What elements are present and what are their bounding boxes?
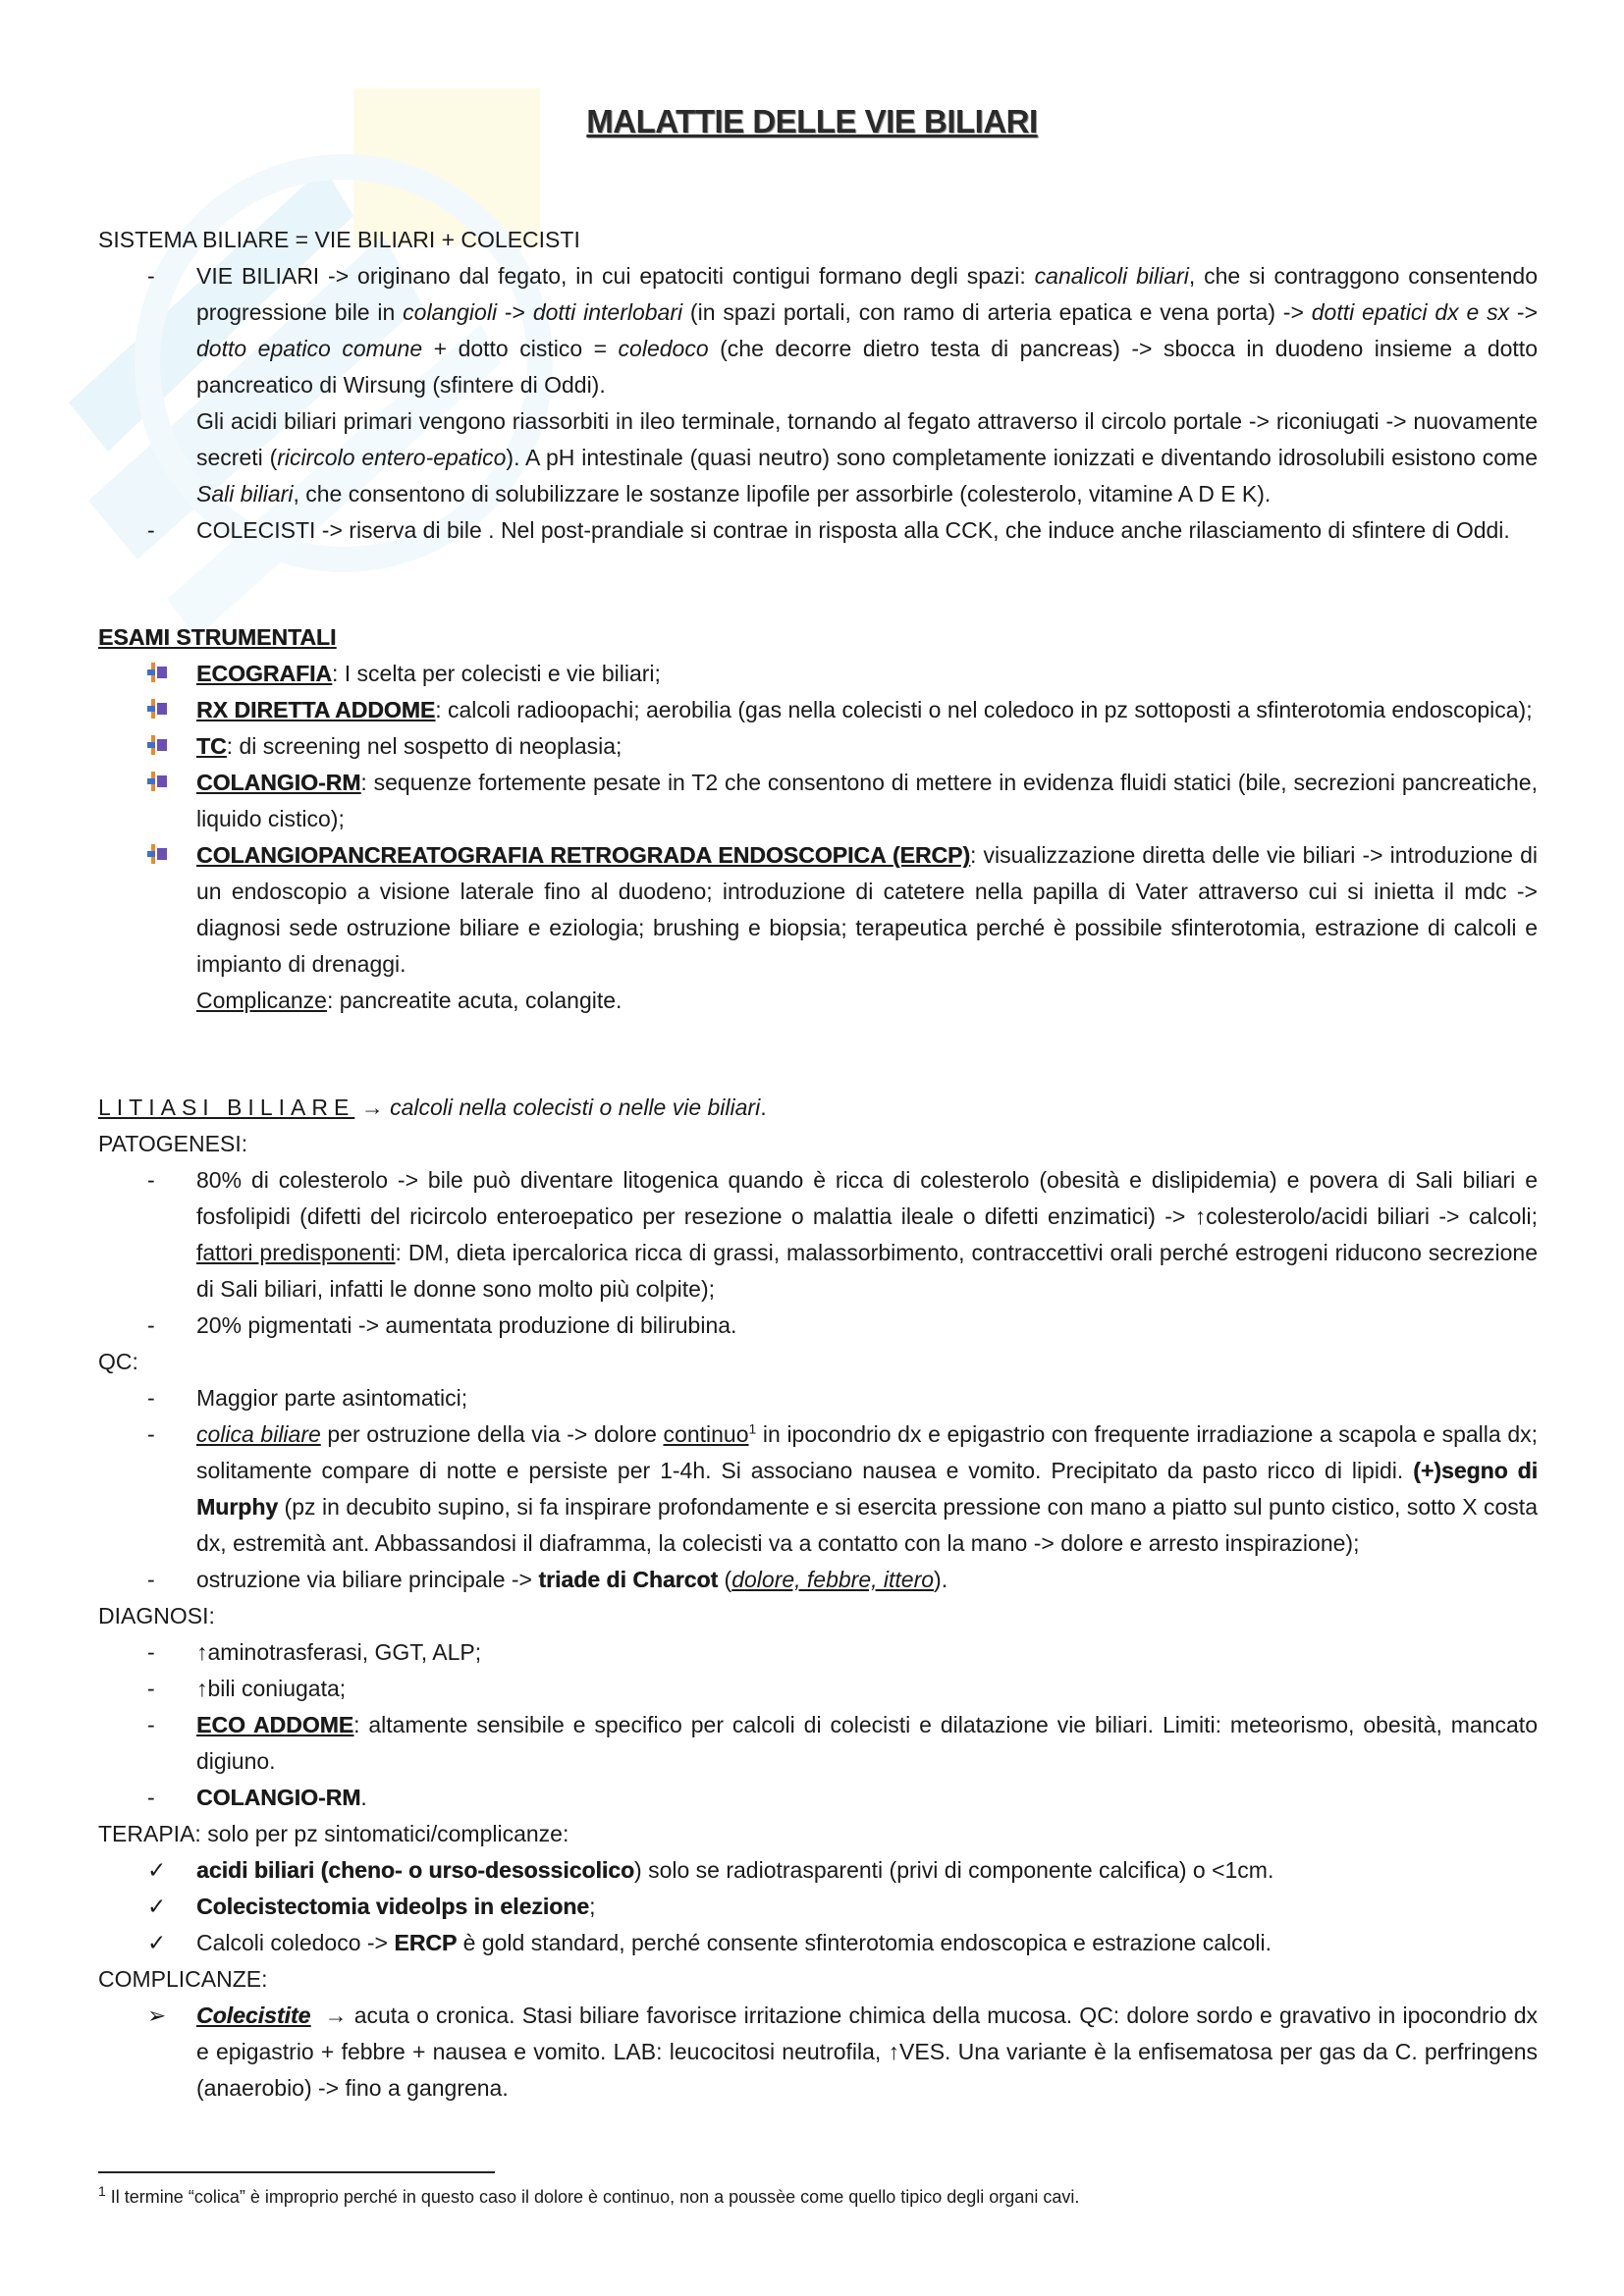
list-item xyxy=(98,1998,1538,2107)
list-item xyxy=(98,1780,1538,1816)
text-span: colangioli xyxy=(403,299,498,325)
text-span: : sequenze fortemente pesate in T2 che consentono di mettere in evidenza fluidi statici (bile, secrezioni pancreatiche, liquido cistico); xyxy=(196,770,1538,831)
arrow-icon: → xyxy=(324,2002,348,2028)
text-span: (in spazi portali, con ramo di arteria epatica e vena porta) -> xyxy=(682,299,1312,325)
sistema-heading: SISTEMA BILIARE = VIE BILIARI + COLECISTI xyxy=(98,227,580,252)
list-item xyxy=(98,1889,1538,1925)
list-item xyxy=(98,728,1538,765)
arrowhead-bullet-icon: ➢ xyxy=(147,2002,167,2028)
paragraph xyxy=(98,403,1538,512)
text-span: canalicoli biliari xyxy=(1034,263,1189,289)
dash-bullet: - xyxy=(147,1385,155,1411)
list-item xyxy=(98,1852,1538,1889)
list-item xyxy=(98,1308,1538,1344)
text-span: (pz in decubito supino, si fa inspirare profondamente e si esercita pressione con mano a piatto sul punto cistico, sotto X costa dx, estremità ant. Abbassandosi il diaframma, la colecisti va a contatto con la mano -> dolore e arresto inspirazione); xyxy=(196,1494,1538,1556)
list-item xyxy=(98,1925,1538,1961)
section-label: COMPLICANZE: xyxy=(98,1966,268,1992)
text-span: COLECISTI -> riserva di bile . Nel post-prandiale si contrae in risposta alla CCK, che induce anche rilasciamento di sfintere di Oddi. xyxy=(196,517,1510,543)
arrow-icon: → xyxy=(360,1095,384,1120)
text-span: -> xyxy=(497,299,533,325)
list-item xyxy=(98,656,1538,692)
litiasi-heading-line xyxy=(98,1090,1538,1126)
text-span: Colecistite xyxy=(196,2002,311,2028)
footnote-text: Il termine “colica” è improprio perché in questo caso il dolore è continuo, non a poussèe come quello tipico degli organi cavi. xyxy=(105,2187,1080,2207)
text-span: COLANGIOPANCREATOGRAFIA RETROGRADA ENDOSCOPICA (ERCP) xyxy=(196,842,971,868)
dash-bullet: - xyxy=(147,1785,155,1810)
section-label: TERAPIA: solo per pz sintomatici/complicanze: xyxy=(98,1821,569,1846)
arrow-bullet-icon xyxy=(147,692,187,728)
paragraph xyxy=(98,983,1538,1019)
text-span: + dotto cistico = xyxy=(422,336,619,361)
text-span: ) solo se radiotrasparenti (privi di componente calcifica) o <1cm. xyxy=(634,1857,1274,1883)
dash-bullet: - xyxy=(147,1567,155,1592)
check-icon: ✓ xyxy=(147,1930,167,1955)
text-span: : di screening nel sospetto di neoplasia; xyxy=(226,733,623,759)
text-span: dolore, febbre, ittero xyxy=(731,1567,935,1592)
check-icon: ✓ xyxy=(147,1894,167,1919)
arrow-bullet-icon xyxy=(147,656,187,692)
text-span: : pancreatite acuta, colangite. xyxy=(326,988,623,1013)
dash-bullet: - xyxy=(147,517,155,543)
dash-bullet: - xyxy=(147,1312,155,1338)
check-icon: ✓ xyxy=(147,1857,167,1883)
text-span: Gli acidi biliari primari vengono riassorbiti in ileo terminale, tornando al fegato attraverso il circolo portale -> riconiugati -> nuovamente secreti ( xyxy=(196,408,1538,470)
text-span: (+)segno di Murphy xyxy=(196,1458,1538,1520)
text-span: ECO ADDOME xyxy=(196,1712,354,1737)
dash-bullet: - xyxy=(147,1639,155,1665)
text-span: COLANGIO-RM xyxy=(196,1785,361,1810)
text-span: acuta o cronica. Stasi biliare favorisce irritazione chimica della mucosa. QC: dolore sordo e gravativo in ipocondrio dx e epigastrio + febbre + nausea e vomito. LAB: leucocitosi neutrofila, ↑VES. Una variante è la enfisematosa per gas da C. perfringens (anaerobio) -> fino a gangrena. xyxy=(196,2002,1539,2101)
text-span: dotti epatici dx e sx xyxy=(1311,299,1510,325)
section-label: PATOGENESI: xyxy=(98,1131,248,1156)
list-item xyxy=(98,1634,1538,1671)
section-label: DIAGNOSI: xyxy=(98,1603,215,1629)
text-span: coledoco xyxy=(618,336,709,361)
list-item xyxy=(98,258,1538,403)
list-item xyxy=(98,1380,1538,1416)
dash-bullet: - xyxy=(147,1712,155,1737)
text-span: ostruzione via biliare principale -> xyxy=(196,1567,539,1592)
text-span: ). A pH intestinale (quasi neutro) sono completamente ionizzati e diventando idrosolubili esistono come xyxy=(506,445,1538,470)
text-span: ↑aminotrasferasi, GGT, ALP; xyxy=(196,1639,482,1665)
text-span: COLANGIO-RM xyxy=(196,770,361,795)
text-span: dotti interlobari xyxy=(532,299,683,325)
text-span: è gold standard, perché consente sfinterotomia endoscopica e estrazione calcoli. xyxy=(457,1930,1272,1955)
text-span: fattori predisponenti xyxy=(196,1240,396,1265)
text-span: continuo xyxy=(663,1421,749,1447)
list-item xyxy=(98,765,1538,837)
text-span: ECOGRAFIA xyxy=(196,661,332,686)
text-span: , che consentono di solubilizzare le sostanze lipofile per assorbirle (colesterolo, vitamine A D E K). xyxy=(293,481,1272,507)
text-span: 80% di colesterolo -> bile può diventare litogenica quando è ricca di colesterolo (obesità e dislipidemia) e povera di Sali biliari e fosfolipidi (difetti del ricircolo enteroepatico per resezione o malattia ileale o difetti enzimatici) -> ↑colesterolo/acidi biliari -> calcoli; xyxy=(196,1167,1538,1229)
text-span: Calcoli coledoco -> xyxy=(196,1930,395,1955)
text-span: TC xyxy=(196,733,227,759)
text-span: : calcoli radioopachi; aerobilia (gas nella colecisti o nel coledoco in pz sottoposti a sfinterotomia endoscopica); xyxy=(435,697,1533,722)
dash-bullet: - xyxy=(147,1676,155,1701)
text-span: : I scelta per colecisti e vie biliari; xyxy=(332,661,661,686)
list-item xyxy=(98,1707,1538,1780)
footnote xyxy=(98,2185,1538,2209)
arrow-bullet-icon xyxy=(147,765,187,801)
litiasi-heading: LITIASI BILIARE xyxy=(98,1095,355,1120)
text-span: dotto epatico comune xyxy=(196,336,423,361)
text-span: Complicanze xyxy=(196,988,327,1013)
arrow-bullet-icon xyxy=(147,837,187,874)
text-span: : DM, dieta ipercalorica ricca di grassi, malassorbimento, contraccettivi orali perché estrogeni riducono secrezione di Sali biliari, infatti le donne sono molto più colpite); xyxy=(196,1240,1538,1302)
text-span: ). xyxy=(934,1567,948,1592)
text-span: -> xyxy=(1509,299,1539,325)
list-item xyxy=(98,692,1538,728)
list-item xyxy=(98,512,1538,549)
list-item xyxy=(98,837,1538,983)
text-span: RX DIRETTA ADDOME xyxy=(196,697,436,722)
text-span: . xyxy=(360,1785,367,1810)
text-span: (che decorre dietro testa di pancreas) -> sbocca in duodeno insieme a dotto pancreatico di Wirsung (sfintere di Oddi). xyxy=(196,336,1538,398)
document-body xyxy=(98,222,1538,2107)
text-span: , che si contraggono consentendo progressione bile in xyxy=(196,263,1538,325)
text-span: : visualizzazione diretta delle vie biliari -> introduzione di un endoscopio a visione laterale fino al duodeno; introduzione di catetere nella papilla di Vater attraverso cui si inietta il mdc -> diagnosi sede ostruzione biliare e eziologia; brushing e biopsia; terapeutica perché è possibile sfinterotomia, estrazione di calcoli e impianto di drenaggi. xyxy=(196,842,1539,977)
text-span: acidi biliari (cheno- o urso-desossicolico xyxy=(196,1857,635,1883)
section-label: QC: xyxy=(98,1349,138,1374)
text-span: ricircolo entero-epatico xyxy=(277,445,507,470)
text-span: Colecistectomia videolps in elezione xyxy=(196,1894,590,1919)
text-span: ; xyxy=(589,1894,596,1919)
footnote-divider xyxy=(98,2171,495,2173)
text-span: triade di Charcot xyxy=(538,1567,719,1592)
text-span: : altamente sensibile e specifico per calcoli di colecisti e dilatazione vie biliari. Limiti: meteorismo, obesità, mancato digiuno. xyxy=(196,1712,1538,1774)
text-span: per ostruzione della via -> dolore xyxy=(320,1421,664,1447)
text-span: 20% pigmentati -> aumentata produzione di bilirubina. xyxy=(196,1312,737,1338)
list-item xyxy=(98,1562,1538,1598)
footnote-ref[interactable]: 1 xyxy=(748,1420,757,1437)
arrow-bullet-icon xyxy=(147,728,187,765)
text-span: VIE BILIARI -> originano dal fegato, in cui epatociti contigui formano degli spazi: xyxy=(196,263,1035,289)
dash-bullet: - xyxy=(147,1167,155,1193)
litiasi-subtitle: calcoli nella colecisti o nelle vie biliari xyxy=(390,1095,761,1120)
text-span: colica biliare xyxy=(196,1421,321,1447)
text-span: in ipocondrio dx e epigastrio con frequente irradiazione a scapola e spalla dx; solitamente compare di notte e persiste per 1-4h. Si associano nausea e vomito. Precipitato da pasto ricco di lipidi. xyxy=(196,1421,1538,1483)
text-span: ↑bili coniugata; xyxy=(196,1676,347,1701)
text-span: ERCP xyxy=(394,1930,458,1955)
footnote-number: 1 xyxy=(98,2183,106,2199)
esami-heading: ESAMI STRUMENTALI xyxy=(98,624,337,650)
page-title: MALATTIE DELLE VIE BILIARI xyxy=(586,103,1038,139)
list-item xyxy=(98,1162,1538,1308)
dash-bullet: - xyxy=(147,1421,155,1447)
list-item xyxy=(98,1671,1538,1707)
list-item xyxy=(98,1416,1538,1562)
text-span: Maggior parte asintomatici; xyxy=(196,1385,468,1411)
text-span: . xyxy=(760,1095,767,1120)
text-span: ( xyxy=(718,1567,732,1592)
text-span: Sali biliari xyxy=(196,481,294,507)
dash-bullet: - xyxy=(147,263,155,289)
